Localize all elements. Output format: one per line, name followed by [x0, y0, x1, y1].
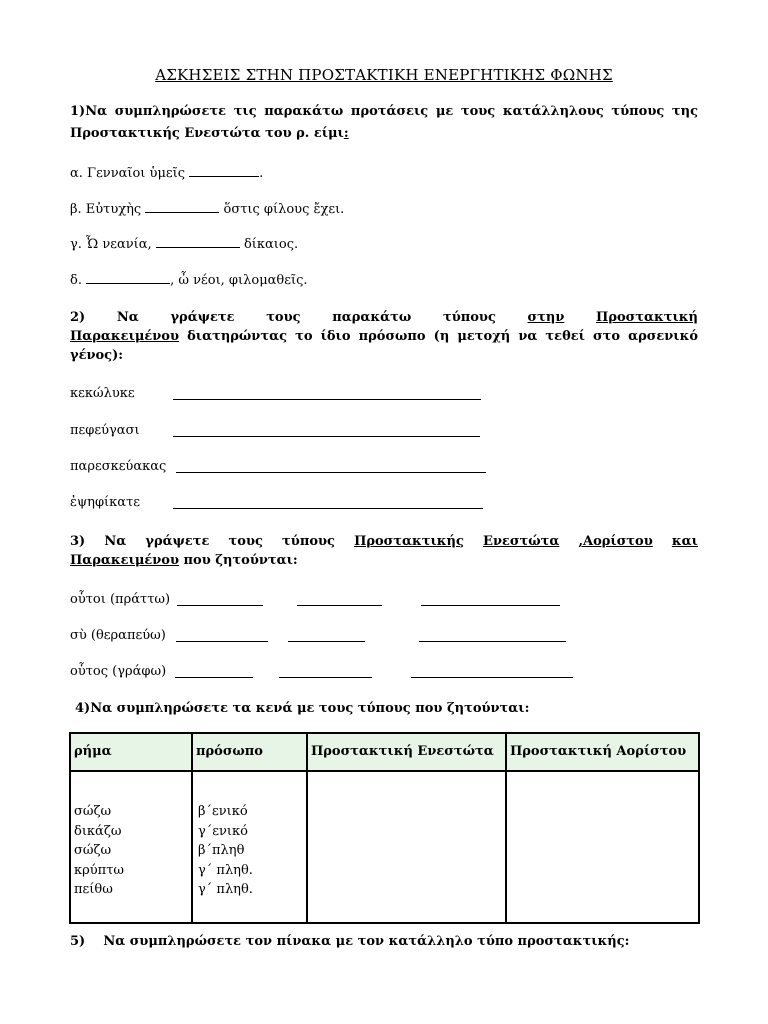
ex3-line2-rest: που ζητούνται:	[183, 553, 298, 568]
ex3-instruction-line1	[70, 534, 698, 549]
page-title: ΑΣΚΗΣΕΙΣ ΣΤΗΝ ΠΡΟΣΤΑΚΤΙΚΗ ΕΝΕΡΓΗΤΙΚΗΣ ΦΩΝΗΣ	[155, 66, 613, 84]
ex1-instruction	[70, 104, 698, 119]
ex1-item-b	[70, 201, 344, 217]
ex4-header-aorist: Προστακτική Αορίστου	[510, 744, 687, 759]
ex2-word: τους	[266, 310, 301, 325]
ex1-instruction-line2	[70, 126, 349, 141]
ex2-word: Να	[116, 310, 139, 325]
ex4-verb: δικάζω	[74, 823, 122, 839]
ex1-item-d	[70, 272, 308, 288]
ex2-instruction-line1	[70, 310, 698, 325]
ex1-item-a-end: .	[259, 166, 264, 181]
ex1-line2-colon: :	[343, 126, 349, 141]
ex4-verb: σώζω	[74, 843, 112, 858]
ex4-person: γ΄ πληθ.	[198, 862, 253, 878]
ex5-number: 5)	[70, 934, 86, 949]
answer-line[interactable]	[176, 641, 268, 642]
ex5-heading	[70, 934, 629, 949]
ex2-keyword: Παρακειμένου	[70, 329, 179, 344]
ex3-word: τύπους	[282, 534, 335, 549]
answer-line[interactable]	[175, 677, 253, 678]
ex4-present-answer-cell[interactable]	[307, 771, 506, 923]
ex3-keyword: Παρακειμένου	[70, 553, 179, 568]
ex2-word: παρακάτω	[332, 310, 412, 325]
ex5-text: Να συμπληρώσετε τον πίνακα με τον κατάλληλο τύπο προστακτικής:	[103, 934, 630, 949]
ex1-item-a	[70, 165, 263, 181]
ex3-word: ,Αορίστου	[578, 534, 653, 549]
ex4-persons-cell	[192, 771, 307, 923]
ex2-word: στην	[527, 310, 565, 325]
answer-blank[interactable]	[189, 165, 259, 177]
ex4-verb: σώζω	[74, 804, 112, 819]
ex2-number: 2)	[70, 310, 86, 325]
ex1-item-b-end: ὅστις φίλους ἔχει.	[223, 202, 345, 217]
ex1-instruction-line1: 1)Να συμπληρώσετε τις παρακάτω προτάσεις με τους κατάλληλους τύπους της	[70, 104, 698, 119]
ex1-item-c	[70, 236, 298, 252]
ex3-number: 3)	[70, 534, 86, 549]
answer-blank[interactable]	[156, 236, 240, 248]
ex2-word: Προστακτική	[596, 310, 698, 325]
ex4-verb: κρύπτω	[74, 862, 125, 878]
ex3-item-label: σὺ (θεραπεύω)	[70, 628, 166, 643]
ex4-table	[69, 732, 700, 924]
ex3-item-label: οὗτοι (πράττω)	[70, 592, 171, 607]
ex3-item-label: οὗτος (γράφω)	[70, 664, 167, 679]
ex4-verbs-cell	[70, 771, 192, 923]
ex4-heading: 4)Να συμπληρώσετε τα κενά με τους τύπους που ζητούνται:	[75, 701, 530, 716]
answer-line[interactable]	[173, 436, 480, 437]
ex4-person: β΄ενικό	[198, 804, 248, 819]
ex4-table-row	[70, 771, 699, 923]
ex4-aorist-answer-cell[interactable]	[506, 771, 699, 923]
ex1-item-c-end: δίκαιος.	[243, 237, 299, 252]
ex2-word: γράψετε	[170, 310, 235, 325]
answer-blank[interactable]	[145, 201, 219, 213]
ex2-item-label: πεφεύγασι	[70, 423, 140, 438]
ex1-line2-text: Προστακτικής Ενεστώτα του ρ. είμι	[70, 126, 344, 141]
ex1-item-a-text: α. Γενναῖοι ὑμεῖς	[70, 166, 186, 181]
ex4-person: γ΄ πληθ.	[198, 882, 253, 897]
ex2-instruction-line2	[70, 329, 698, 344]
ex3-word: Να	[104, 534, 127, 549]
ex1-item-d-end: , ὦ νέοι, φιλομαθεῖς.	[170, 273, 308, 288]
answer-line[interactable]	[419, 641, 566, 642]
ex4-header-cell	[506, 733, 699, 771]
ex4-person: β΄πληθ	[198, 843, 245, 858]
answer-line[interactable]	[288, 641, 365, 642]
ex4-header-verb: ρήμα	[74, 744, 112, 759]
ex2-item-label: παρεσκεύακας	[70, 459, 167, 474]
ex4-table-header-row	[70, 733, 699, 771]
ex4-header-cell	[307, 733, 506, 771]
ex2-item-label: κεκώλυκε	[70, 386, 135, 401]
ex3-word: Ενεστώτα	[483, 534, 560, 549]
answer-blank[interactable]	[86, 272, 170, 284]
answer-line[interactable]	[176, 472, 486, 473]
ex3-word: τους	[228, 534, 263, 549]
ex2-line2-rest: διατηρώντας το ίδιο πρόσωπο (η μετοχή να τεθεί στο αρσενικό	[187, 329, 699, 344]
ex3-instruction-line2	[70, 553, 298, 568]
ex1-item-c-text: γ. Ὦ νεανία,	[70, 237, 152, 252]
answer-line[interactable]	[297, 605, 382, 606]
ex2-item-label: ἐψηφίκατε	[70, 495, 140, 510]
ex4-person: γ΄ενικό	[198, 823, 248, 839]
ex4-header-present: Προστακτική Ενεστώτα	[311, 744, 494, 759]
ex2-instruction-line3: γένος):	[70, 348, 124, 363]
ex4-header-cell	[192, 733, 307, 771]
ex3-word: γράψετε	[145, 534, 210, 549]
ex1-item-b-text: β. Εὐτυχὴς	[70, 202, 142, 217]
ex4-verb: πείθω	[74, 882, 113, 897]
answer-line[interactable]	[411, 677, 573, 678]
answer-line[interactable]	[279, 677, 372, 678]
ex1-item-d-text: δ.	[70, 273, 82, 288]
ex3-word: και	[671, 534, 698, 549]
ex4-header-cell	[70, 733, 192, 771]
answer-line[interactable]	[421, 605, 560, 606]
ex4-header-person: πρόσωπο	[196, 744, 263, 759]
answer-line[interactable]	[177, 605, 263, 606]
answer-line[interactable]	[173, 508, 483, 509]
answer-line[interactable]	[173, 399, 481, 400]
ex3-word: Προστακτικής	[354, 534, 464, 549]
ex2-word: τύπους	[442, 310, 496, 325]
